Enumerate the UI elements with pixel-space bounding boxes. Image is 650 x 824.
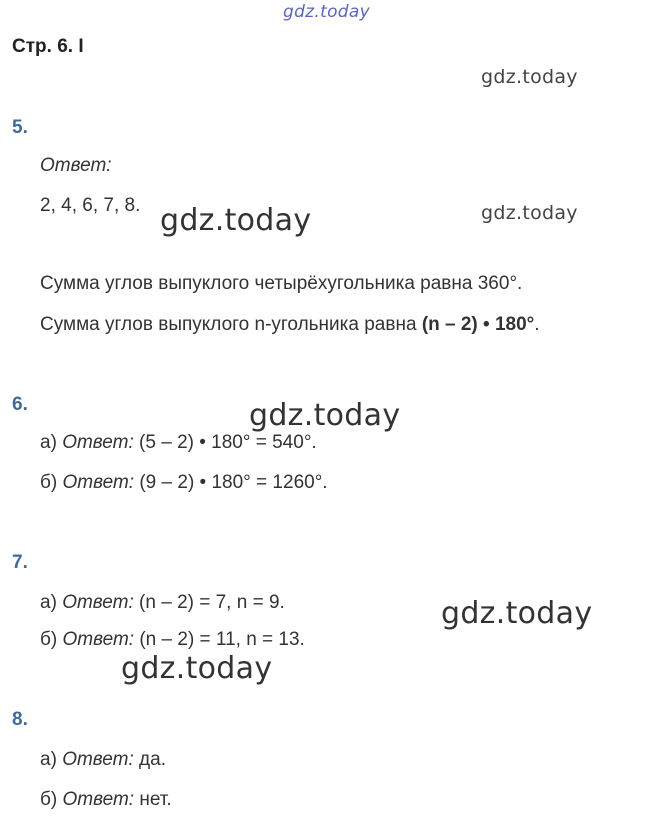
item-prefix: а) xyxy=(40,749,63,770)
answer-line-a xyxy=(40,592,285,614)
statement-n-gon-formula: (n – 2) • 180° xyxy=(421,314,535,335)
answer-value: (9 – 2) • 180° = 1260°. xyxy=(134,472,328,493)
watermark: gdz.today xyxy=(121,651,273,686)
answer-value: (5 – 2) • 180° = 540°. xyxy=(133,432,317,453)
watermark: gdz.today xyxy=(160,203,312,238)
answer-label: Ответ: xyxy=(62,592,134,613)
answer-label: Ответ: xyxy=(62,749,134,770)
item-prefix: б) xyxy=(40,472,63,493)
answer-value: да. xyxy=(133,749,166,770)
item-prefix: б) xyxy=(40,629,63,650)
answer-value: (n – 2) = 7, n = 9. xyxy=(133,592,285,613)
statement-n-gon-end: . xyxy=(534,314,540,335)
answer-value: нет. xyxy=(134,789,172,810)
page-title: Стр. 6. I xyxy=(12,36,84,57)
answer-line-b xyxy=(40,629,305,651)
answer-line-a xyxy=(40,432,317,454)
statement-quadrilateral: Сумма углов выпуклого четырёхугольника равна 360°. xyxy=(40,273,523,294)
answer-line-b xyxy=(40,472,328,494)
answer-label: Ответ: xyxy=(62,432,134,453)
item-prefix: б) xyxy=(40,789,63,810)
watermark: gdz.today xyxy=(249,398,401,433)
statement-n-gon-text: Сумма углов выпуклого n-угольника равна xyxy=(40,314,422,335)
section-number-5: 5. xyxy=(12,117,28,138)
watermark-top: gdz.today xyxy=(283,2,370,22)
item-prefix: а) xyxy=(40,592,63,613)
watermark: gdz.today xyxy=(481,66,578,88)
answer-line-a xyxy=(40,749,166,771)
item-prefix: а) xyxy=(40,432,63,453)
answer-label: Ответ: xyxy=(62,472,135,493)
answer-label: Ответ: xyxy=(62,629,135,650)
section-number-6: 6. xyxy=(12,394,28,415)
answer-value: 2, 4, 6, 7, 8. xyxy=(40,195,141,216)
section-number-7: 7. xyxy=(12,552,28,573)
section-number-8: 8. xyxy=(12,709,28,730)
answer-value: (n – 2) = 11, n = 13. xyxy=(134,629,305,650)
watermark: gdz.today xyxy=(481,202,578,224)
watermark: gdz.today xyxy=(441,596,593,631)
answer-label: Ответ: xyxy=(62,789,135,810)
answer-line-b xyxy=(40,789,172,811)
answer-label: Ответ: xyxy=(40,155,112,176)
statement-n-gon xyxy=(40,314,540,336)
